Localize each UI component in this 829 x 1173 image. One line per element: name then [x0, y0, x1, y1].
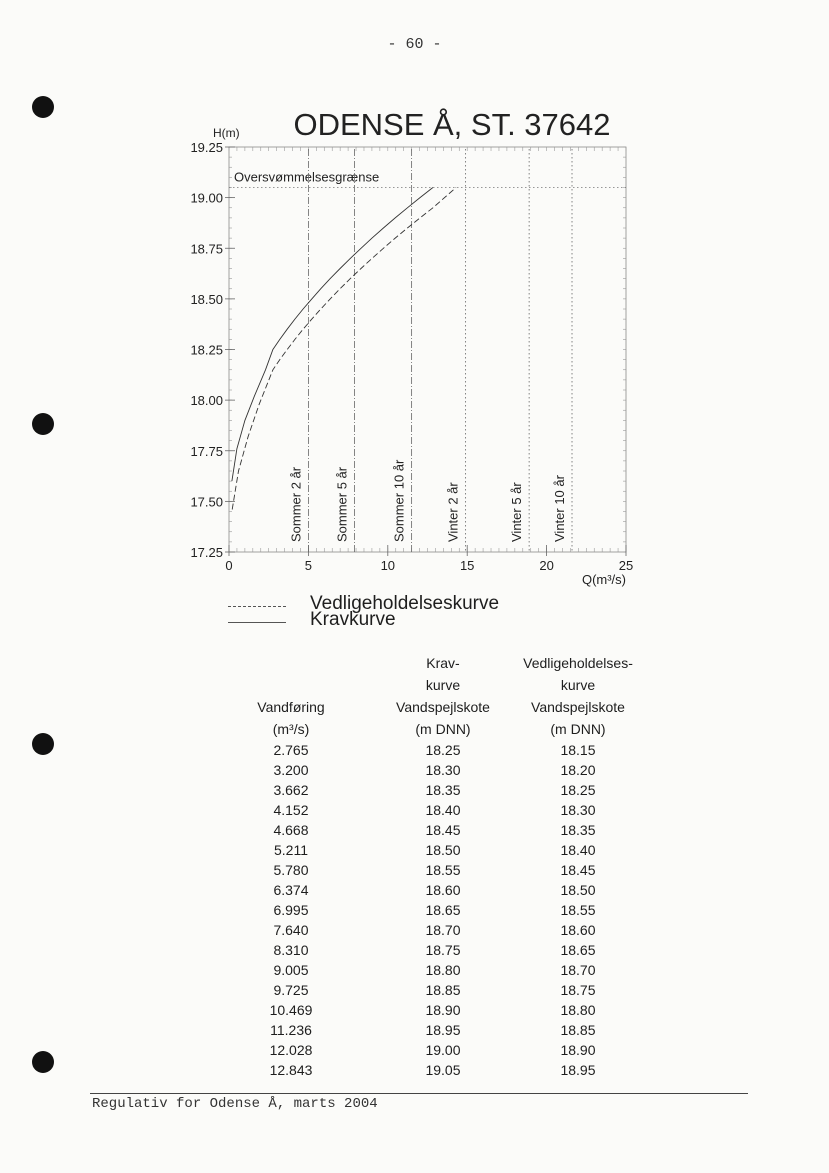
table-cell: 10.469 [269, 1002, 313, 1018]
y-tick-label: 19.25 [190, 140, 223, 155]
table-cell: 2.765 [273, 742, 309, 758]
flow-column [248, 652, 334, 1080]
table-cell: 18.25 [560, 782, 596, 798]
table-cell: 6.374 [273, 882, 309, 898]
table-cell: 18.25 [425, 742, 461, 758]
y-tick-label: 17.50 [190, 494, 223, 510]
legend-requirement-label: Kravkurve [310, 609, 396, 630]
vedl-column [516, 652, 640, 1080]
x-tick-label: 20 [539, 558, 554, 573]
table-cell: 19.05 [425, 1062, 461, 1078]
table-cell: 18.90 [425, 1002, 461, 1018]
chart-title: ODENSE Å, ST. 37642 [293, 107, 611, 142]
table-cell: 4.668 [273, 822, 309, 838]
table-cell: 18.95 [560, 1062, 596, 1078]
y-tick-label: 18.25 [190, 342, 223, 358]
table-cell: 18.50 [425, 842, 461, 858]
table-cell: 18.30 [425, 762, 461, 778]
table-cell: 18.15 [560, 742, 596, 758]
table-cell: 18.55 [425, 862, 461, 878]
table-cell: 18.85 [560, 1022, 596, 1038]
design-flow-label: Vinter 10 år [552, 475, 568, 542]
table-cell: 18.30 [560, 802, 596, 818]
x-tick-label: 25 [618, 558, 634, 573]
header-cell: Vedligeholdelses- [523, 655, 633, 671]
table-cell: 18.85 [425, 982, 461, 998]
page-number: - 60 - [387, 36, 442, 53]
header-cell: Vandspejlskote [396, 699, 490, 715]
header-cell: kurve [425, 677, 461, 693]
table-cell: 18.60 [425, 882, 461, 898]
punch-hole [32, 1051, 54, 1073]
table-cell: 18.40 [425, 802, 461, 818]
header-cell: Vandspejlskote [531, 699, 625, 715]
table-cell: 18.75 [425, 942, 461, 958]
y-tick-label: 19.00 [190, 190, 223, 206]
footer-text: Regulativ for Odense Å, marts 2004 [92, 1096, 378, 1112]
header-cell [248, 674, 334, 696]
legend-maintenance-label: Vedligeholdelseskurve [310, 593, 500, 614]
table-cell: 7.640 [273, 922, 309, 938]
table-cell: 18.35 [425, 782, 461, 798]
table-cell: 18.90 [560, 1042, 596, 1058]
header-cell: kurve [560, 677, 596, 693]
design-flow-label: Sommer 10 år [391, 459, 407, 542]
y-tick-label: 17.25 [190, 545, 223, 560]
table-cell: 18.70 [560, 962, 596, 978]
punch-hole [32, 733, 54, 755]
table-cell: 4.152 [273, 802, 309, 818]
table-cell: 18.95 [425, 1022, 461, 1038]
y-tick-label: 18.75 [190, 241, 223, 257]
table-cell: 18.75 [560, 982, 596, 998]
legend-solid-line [228, 622, 286, 623]
header-cell [248, 652, 334, 674]
design-flow-label: Sommer 2 år [288, 466, 304, 542]
design-flow-label: Vinter 5 år [509, 482, 525, 542]
table-cell: 18.50 [560, 882, 596, 898]
table-cell: 9.005 [273, 962, 309, 978]
table-cell: 18.80 [560, 1002, 596, 1018]
y-tick-label: 17.75 [190, 443, 223, 459]
table-cell: 9.725 [273, 982, 309, 998]
table-cell: 18.35 [560, 822, 596, 838]
table-cell: 18.45 [560, 862, 596, 878]
table-cell: 18.20 [560, 762, 596, 778]
header-cell: Vandføring [257, 699, 325, 715]
x-axis-label: Q(m³/s) [581, 572, 626, 587]
y-tick-label: 18.00 [190, 393, 223, 409]
flood-limit-label: Oversvømmelsesgrænse [234, 169, 380, 185]
header-cell: (m³/s) [272, 721, 310, 737]
table-cell: 11.236 [270, 1022, 312, 1038]
table-cell: 3.662 [273, 782, 309, 798]
y-axis-label: H(m) [213, 126, 240, 140]
footer-rule [90, 1093, 748, 1094]
table-cell: 18.55 [560, 902, 596, 918]
maintenance-curve [232, 188, 456, 510]
table-cell: 6.995 [273, 902, 309, 918]
krav-column [388, 652, 498, 1080]
table-cell: 19.00 [425, 1042, 461, 1058]
table-cell: 18.65 [560, 942, 596, 958]
table-cell: 18.65 [425, 902, 461, 918]
table-cell: 3.200 [273, 762, 309, 778]
y-tick-label: 18.50 [190, 291, 223, 307]
design-flow-label: Vinter 2 år [445, 482, 461, 542]
x-tick-label: 5 [304, 558, 313, 573]
table-cell: 8.310 [273, 942, 309, 958]
header-cell: (m DNN) [415, 721, 471, 737]
table-cell: 18.80 [425, 962, 461, 978]
table-cell: 5.780 [273, 862, 309, 878]
x-tick-label: 15 [459, 558, 475, 573]
legend-dashed-line [228, 606, 286, 607]
table-cell: 12.028 [269, 1042, 313, 1058]
x-tick-label: 10 [380, 558, 396, 573]
header-cell: (m DNN) [550, 721, 606, 737]
table-cell: 12.843 [269, 1062, 313, 1078]
x-tick-label: 0 [225, 558, 233, 573]
table-cell: 18.70 [425, 922, 461, 938]
header-cell: Krav- [426, 655, 460, 671]
table-cell: 5.211 [274, 842, 308, 858]
design-flow-label: Sommer 5 år [334, 466, 350, 542]
table-cell: 18.45 [425, 822, 461, 838]
table-cell: 18.60 [560, 922, 596, 938]
table-cell: 18.40 [560, 842, 596, 858]
